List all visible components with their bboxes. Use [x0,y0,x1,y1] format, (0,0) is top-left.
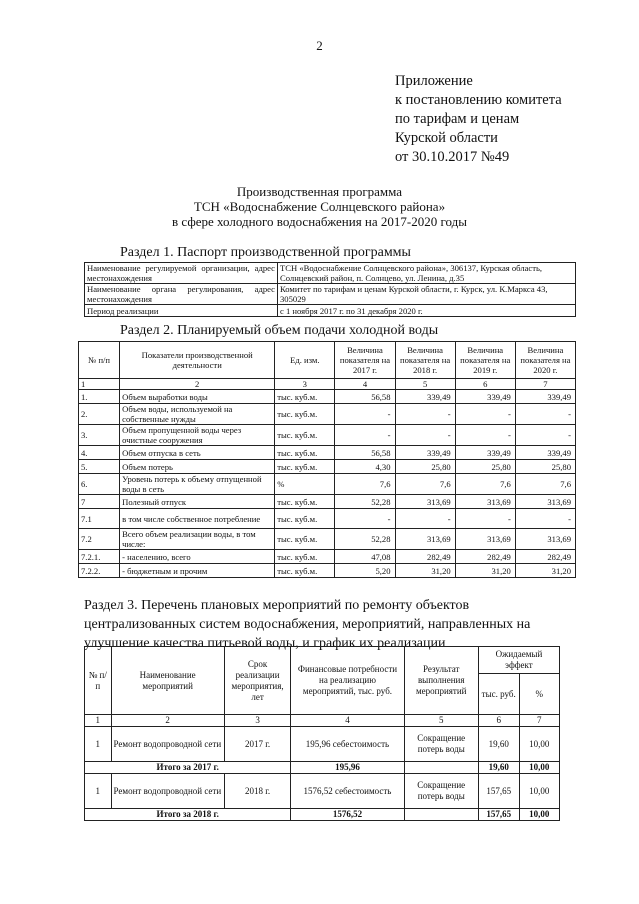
total-label: Итого за 2018 г. [85,809,291,821]
cell-2018: - [395,404,455,425]
cell-2020: 282,49 [515,550,575,564]
cell-indicator: Объем потерь [120,460,275,474]
volume-table-body [79,390,576,578]
table-row [85,727,560,762]
cell-finance: 1576,52 себестоимость [291,774,404,809]
column-header: Ожидаемый эффект [478,647,559,674]
passport-value: с 1 ноября 2017 г. по 31 декабря 2020 г. [278,305,576,317]
cell-2019: - [455,509,515,529]
cell-2017: - [335,404,395,425]
section1-heading: Раздел 1. Паспорт производственной программы [120,245,411,260]
title-line: в сфере холодного водоснабжения на 2017-2020 годы [172,214,467,229]
column-header: Величина показателя на 2019 г. [455,342,515,379]
total-finance: 195,96 [291,762,404,774]
cell-2019: 339,49 [455,390,515,404]
cell-unit: тыс. куб.м. [275,495,335,509]
table-row [79,390,576,404]
document-title [0,184,639,229]
cell-2017: 47,08 [335,550,395,564]
appendix-line: Приложение [395,73,473,89]
section2-heading: Раздел 2. Планируемый объем подачи холодной воды [120,323,439,338]
cell-2017: 56,58 [335,390,395,404]
cell-2017: 52,28 [335,495,395,509]
cell-indicator: Объем пропущенной воды через очистные сооружения [120,425,275,446]
cell-2017: 7,6 [335,474,395,495]
column-number: 1 [85,715,112,727]
title-line: Производственная программа [236,184,403,199]
passport-label: Наименование регулируемой организации, адрес местонахождения [85,263,278,284]
appendix-line: по тарифам и ценам [395,111,520,127]
column-header: % [519,674,560,715]
column-header: Наименование мероприятий [111,647,224,715]
column-number-row [85,715,560,727]
column-number: 6 [455,379,515,390]
cell-indicator: Полезный отпуск [120,495,275,509]
column-number: 4 [335,379,395,390]
cell-2018: 282,49 [395,550,455,564]
column-number: 2 [120,379,275,390]
table-row [79,529,576,550]
cell-2020: 339,49 [515,390,575,404]
cell-indicator: Объем воды, используемой на собственные нужды [120,404,275,425]
column-number: 1 [79,379,120,390]
cell-2019: - [455,425,515,446]
cell-2020: - [515,404,575,425]
cell-2020: 313,69 [515,529,575,550]
cell-indicator: Всего объем реализации воды, в том числе: [120,529,275,550]
cell-name: Ремонт водопроводной сети [111,727,224,762]
passport-value: ТСН «Водоснабжение Солнцевского района», 306137, Курская область, Солнцевский район, п. Солнцево, ул. Ленина, д.35 [278,263,576,284]
cell-2019: 313,69 [455,529,515,550]
total-row [85,809,560,821]
cell-result: Сокращение потерь воды [404,727,478,762]
cell-pct: 10,00 [519,727,560,762]
table-row [79,550,576,564]
cell-2020: - [515,509,575,529]
cell-indicator: Объем отпуска в сеть [120,446,275,460]
passport-label: Период реализации [85,305,278,317]
cell-2017: 4,30 [335,460,395,474]
column-header: Показатели производственной деятельности [120,342,275,379]
cell-unit: тыс. куб.м. [275,425,335,446]
cell-2017: - [335,509,395,529]
table-row [79,460,576,474]
cell-2018: 7,6 [395,474,455,495]
cell-2020: 339,49 [515,446,575,460]
cell-num: 7.2.2. [79,564,120,578]
cell-2019: 313,69 [455,495,515,509]
cell-rub: 19,60 [478,727,519,762]
cell-indicator: Объем выработки воды [120,390,275,404]
column-number: 4 [291,715,404,727]
table-row [79,425,576,446]
cell-num: 6. [79,474,120,495]
cell-unit: тыс. куб.м. [275,446,335,460]
cell-2017: 52,28 [335,529,395,550]
column-header: № п/п [79,342,120,379]
cell-indicator: - бюджетным и прочим [120,564,275,578]
cell-num: 7.2.1. [79,550,120,564]
column-number-row [79,379,576,390]
table-row [85,774,560,809]
cell-unit: тыс. куб.м. [275,564,335,578]
table-row [79,495,576,509]
cell-term: 2017 г. [224,727,291,762]
measures-table [84,646,560,821]
cell-num: 7.1 [79,509,120,529]
appendix-block [395,72,562,167]
column-number: 6 [478,715,519,727]
cell-2020: 7,6 [515,474,575,495]
cell-num: 7.2 [79,529,120,550]
cell-unit: тыс. куб.м. [275,390,335,404]
column-header: Величина показателя на 2018 г. [395,342,455,379]
cell-indicator: - населению, всего [120,550,275,564]
cell-num: 4. [79,446,120,460]
table-row [85,305,576,317]
column-header: Величина показателя на 2017 г. [335,342,395,379]
section3-heading-line: централизованных систем водоснабжения, мероприятий, направленных на [84,617,531,632]
cell-term: 2018 г. [224,774,291,809]
cell-num: 1 [85,774,112,809]
cell-2019: 339,49 [455,446,515,460]
column-number: 7 [519,715,560,727]
cell-2018: 25,80 [395,460,455,474]
cell-2017: - [335,425,395,446]
cell-num: 1 [85,727,112,762]
total-row [85,762,560,774]
table-row [79,446,576,460]
cell-pct: 10,00 [519,774,560,809]
table-row [79,509,576,529]
title-line: ТСН «Водоснабжение Солнцевского района» [193,199,446,214]
appendix-line: от 30.10.2017 №49 [395,149,510,165]
table-row [85,263,576,284]
column-number: 5 [404,715,478,727]
cell-2018: 313,69 [395,529,455,550]
cell-2018: - [395,509,455,529]
cell-finance: 195,96 себестоимость [291,727,404,762]
total-pct: 10,00 [519,762,560,774]
section3-heading [84,596,578,653]
column-number: 2 [111,715,224,727]
cell-num: 5. [79,460,120,474]
cell-2019: 7,6 [455,474,515,495]
cell-unit: % [275,474,335,495]
column-header: Результат выполнения мероприятий [404,647,478,715]
cell-result: Сокращение потерь воды [404,774,478,809]
column-header: Величина показателя на 2020 г. [515,342,575,379]
cell-2019: 25,80 [455,460,515,474]
cell-rub: 157,65 [478,774,519,809]
table-row [79,564,576,578]
column-number: 3 [275,379,335,390]
total-result [404,762,478,774]
total-finance: 1576,52 [291,809,404,821]
cell-unit: тыс. куб.м. [275,529,335,550]
cell-2020: - [515,425,575,446]
cell-num: 1. [79,390,120,404]
passport-label: Наименование органа регулирования, адрес местонахождения [85,284,278,305]
cell-unit: тыс. куб.м. [275,460,335,474]
section3-heading-line: улучшение качества питьевой воды, и график их реализации [84,636,446,651]
cell-2018: 313,69 [395,495,455,509]
column-header: Финансовые потребности на реализацию мероприятий, тыс. руб. [291,647,404,715]
appendix-line: к постановлению комитета [395,92,562,108]
column-header: Срок реализации мероприятия, лет [224,647,291,715]
column-header: тыс. руб. [478,674,519,715]
column-number: 7 [515,379,575,390]
cell-2019: 31,20 [455,564,515,578]
cell-unit: тыс. куб.м. [275,404,335,425]
cell-2018: 339,49 [395,390,455,404]
cell-num: 7 [79,495,120,509]
cell-2020: 25,80 [515,460,575,474]
table-row [79,404,576,425]
page-number: 2 [316,38,323,53]
cell-2020: 31,20 [515,564,575,578]
cell-2019: - [455,404,515,425]
total-rub: 157,65 [478,809,519,821]
cell-unit: тыс. куб.м. [275,509,335,529]
cell-num: 2. [79,404,120,425]
cell-name: Ремонт водопроводной сети [111,774,224,809]
cell-2019: 282,49 [455,550,515,564]
header-row [79,342,576,379]
passport-value: Комитет по тарифам и ценам Курской области, г. Курск, ул. К.Маркса 43, 305029 [278,284,576,305]
cell-unit: тыс. куб.м. [275,550,335,564]
cell-2017: 56,58 [335,446,395,460]
cell-2020: 313,69 [515,495,575,509]
total-rub: 19,60 [478,762,519,774]
cell-indicator: в том числе собственное потребление [120,509,275,529]
cell-indicator: Уровень потерь к объему отпущенной воды в сеть [120,474,275,495]
cell-2018: - [395,425,455,446]
total-label: Итого за 2017 г. [85,762,291,774]
appendix-line: Курской области [395,130,498,146]
table-row [79,474,576,495]
column-number: 5 [395,379,455,390]
column-number: 3 [224,715,291,727]
passport-table [84,262,576,317]
cell-2017: 5,20 [335,564,395,578]
volume-table [78,341,576,578]
total-pct: 10,00 [519,809,560,821]
section3-heading-line: Раздел 3. Перечень плановых мероприятий по ремонту объектов [84,598,470,613]
column-header: Ед. изм. [275,342,335,379]
cell-2018: 339,49 [395,446,455,460]
header-row [85,647,560,674]
table-row [85,284,576,305]
cell-num: 3. [79,425,120,446]
total-result [404,809,478,821]
column-header: № п/ п [85,647,112,715]
cell-2018: 31,20 [395,564,455,578]
